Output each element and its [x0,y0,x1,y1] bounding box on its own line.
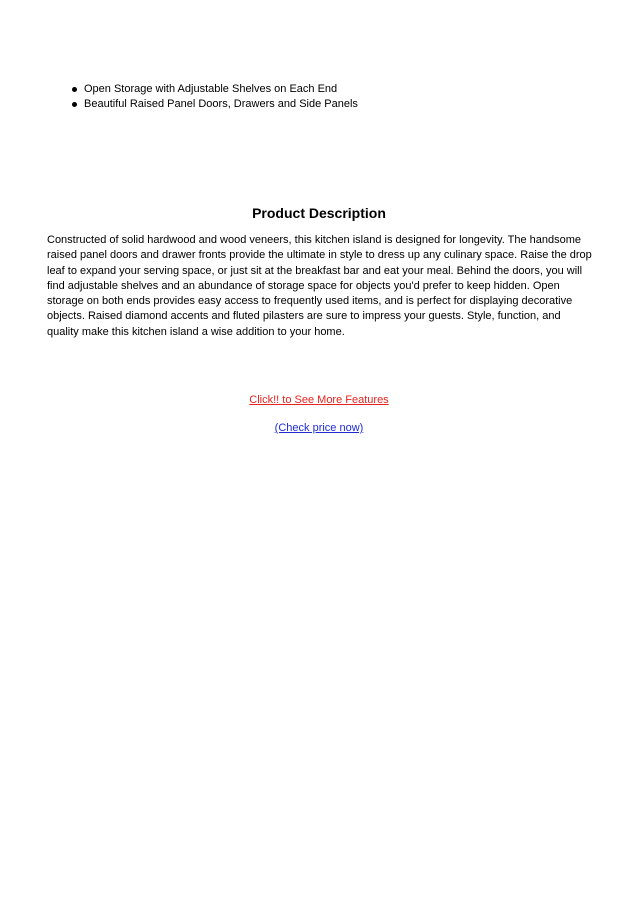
more-features-row [0,394,638,406]
feature-list-item [70,97,358,112]
check-price-row [0,422,638,434]
feature-list [70,82,358,112]
feature-list-item [70,82,358,97]
product-description-heading: Product Description [252,205,386,221]
feature-text: Open Storage with Adjustable Shelves on Each End [84,83,338,95]
feature-text: Beautiful Raised Panel Doors, Drawers and Side Panels [84,98,358,110]
product-description-body: Constructed of solid hardwood and wood veneers, this kitchen island is designed for longevity. The handsome raised panel doors and drawer fronts provide the ultimate in style to dress up any culinary space. Raise the drop leaf to expand your serving space, or just sit at the breakfast bar and eat your meal. Behind the doors, you will find adjustable shelves and an abundance of storage space for objects you'd prefer to keep hidden. Open storage on both ends provides easy access to frequently used items, and is perfect for displaying decorative objects. Raised diamond accents and fluted pilasters are sure to impress your guests. Style, function, and quality make this kitchen island a wise addition to your home. [47,234,592,338]
bullet-icon [72,87,77,92]
more-features-link[interactable]: Click!! to See More Features [249,394,389,406]
check-price-link[interactable]: (Check price now) [274,422,364,434]
bullet-icon [72,102,77,107]
